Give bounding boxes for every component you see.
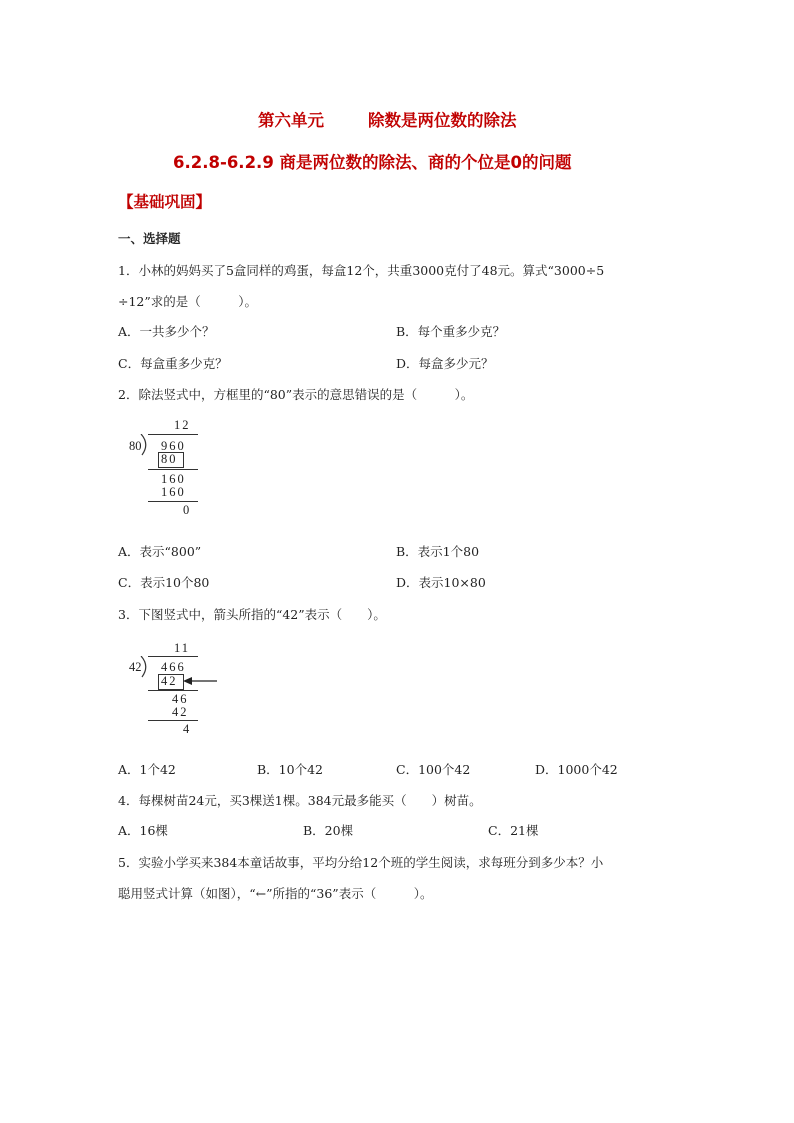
q2-option-d[interactable]: D．表示10×80 <box>396 575 486 590</box>
q2-rule-2 <box>148 501 198 502</box>
q5-line2: 聪用竖式计算（如图），“←”所指的“36”表示（ ）。 <box>118 886 433 901</box>
q2-dividend: 960 <box>161 439 186 453</box>
q2-quotient: 12 <box>174 418 191 432</box>
q2-option-a[interactable]: A．表示“800” <box>118 544 202 559</box>
q4-line1: 4．每棵树苗24元，买3棵送1棵。384元最多能买（ ）树苗。 <box>118 793 482 808</box>
q3-remainder: 4 <box>183 722 190 736</box>
q3-line1: 3．下图竖式中，箭头所指的“42”表示（ ）。 <box>118 607 386 622</box>
q3-quotient: 11 <box>174 641 191 655</box>
q2-divisor: 80 <box>129 439 142 453</box>
q2-product: 160 <box>161 485 186 499</box>
q3-vinculum <box>148 656 198 657</box>
q1-line2: ÷12”求的是（ ）。 <box>118 294 258 309</box>
q3-divisor: 42 <box>129 660 142 674</box>
lesson-title: 6.2.8-6.2.9 商是两位数的除法、商的个位是0的问题 <box>173 153 572 172</box>
q3-option-c[interactable]: C．100个42 <box>396 762 471 777</box>
q1-option-b[interactable]: B．每个重多少克？ <box>396 324 506 339</box>
q4-option-c[interactable]: C．21棵 <box>488 823 539 838</box>
q1-line1: 1．小林的妈妈买了5盒同样的鸡蛋，每盒12个，共重3000克付了48元。算式“3000÷5 <box>118 263 605 278</box>
q2-rule-1 <box>148 469 198 470</box>
q1-option-c[interactable]: C．每盒重多少克？ <box>118 356 228 371</box>
q1-option-d[interactable]: D．每盒多少元？ <box>396 356 494 371</box>
part-heading: 一、选择题 <box>118 231 181 246</box>
q3-option-b[interactable]: B．10个42 <box>257 762 323 777</box>
q3-left-arrow-icon <box>182 675 218 687</box>
q3-rule-1 <box>148 690 198 691</box>
q5-line1: 5．实验小学买来384本童话故事，平均分给12个班的学生阅读，求每班分到多少本？小 <box>118 855 604 870</box>
q3-dividend: 466 <box>161 660 186 674</box>
q3-rule-2 <box>148 720 198 721</box>
unit-title: 第六单元 <box>258 111 324 130</box>
q3-product: 42 <box>172 705 189 719</box>
q2-boxed-value: 80 <box>161 452 178 466</box>
q4-option-b[interactable]: B．20棵 <box>303 823 354 838</box>
q3-option-d[interactable]: D．1000个42 <box>535 762 618 777</box>
topic-title: 除数是两位数的除法 <box>368 111 517 130</box>
q2-option-c[interactable]: C．表示10个80 <box>118 575 210 590</box>
q2-line1: 2．除法竖式中，方框里的“80”表示的意思错误的是（ ）。 <box>118 387 474 402</box>
q2-partial-dividend: 160 <box>161 472 186 486</box>
q3-partial-dividend: 46 <box>172 692 189 706</box>
q4-option-a[interactable]: A．16棵 <box>118 823 168 838</box>
q2-option-b[interactable]: B．表示1个80 <box>396 544 480 559</box>
q2-remainder: 0 <box>183 503 190 517</box>
q3-option-a[interactable]: A．1个42 <box>118 762 176 777</box>
q1-option-a[interactable]: A．一共多少个？ <box>118 324 215 339</box>
q2-vinculum <box>148 434 198 435</box>
q3-boxed-value: 42 <box>161 674 178 688</box>
section-label: 【基础巩固】 <box>118 193 212 211</box>
